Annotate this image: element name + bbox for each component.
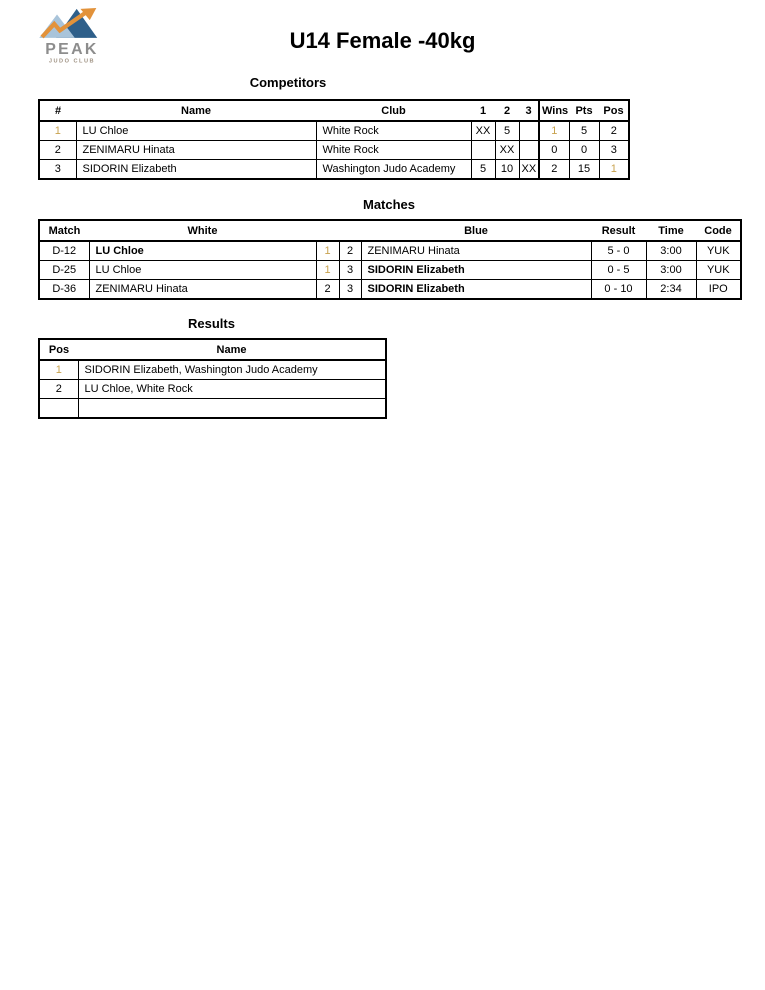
pts-cell: 0 xyxy=(569,141,599,160)
round-3-cell xyxy=(519,121,539,141)
page-title: U14 Female -40kg xyxy=(289,28,476,53)
pos-cell: 2 xyxy=(599,121,629,141)
result-pos-cell: 2 xyxy=(39,380,78,399)
competitor-name-cell: LU Chloe xyxy=(76,121,316,141)
column-header-code: Code xyxy=(696,220,741,241)
white-number-cell: 2 xyxy=(316,280,339,300)
wins-cell: 1 xyxy=(539,121,569,141)
pos-cell: 3 xyxy=(599,141,629,160)
result-cell: 0 - 5 xyxy=(591,261,646,280)
matches-header-row xyxy=(39,220,741,241)
column-header-white: White xyxy=(89,220,316,241)
table-row xyxy=(39,141,629,160)
column-header-name: Name xyxy=(76,100,316,121)
table-row xyxy=(39,121,629,141)
blue-number-cell: 3 xyxy=(339,280,361,300)
pts-cell: 5 xyxy=(569,121,599,141)
competitor-number-cell: 3 xyxy=(39,160,76,180)
logo-peak-text: PEAK xyxy=(45,40,99,58)
result-name-cell: SIDORIN Elizabeth, Washington Judo Academy xyxy=(78,360,386,380)
table-row xyxy=(39,280,741,300)
column-header-club: Club xyxy=(316,100,471,121)
pos-cell: 1 xyxy=(599,160,629,180)
competitors-section-title: Competitors xyxy=(249,75,327,90)
time-cell: 3:00 xyxy=(646,241,696,261)
code-cell: YUK xyxy=(696,241,741,261)
time-cell: 2:34 xyxy=(646,280,696,300)
white-number-cell: 1 xyxy=(316,241,339,261)
competitors-table xyxy=(38,99,630,180)
column-header-result: Result xyxy=(591,220,646,241)
table-row xyxy=(39,241,741,261)
column-header-pts: Pts xyxy=(569,100,599,121)
blue-name-cell: SIDORIN Elizabeth xyxy=(361,261,591,280)
code-cell: IPO xyxy=(696,280,741,300)
logo-judo-club-text: JUDO CLUB xyxy=(48,58,96,65)
competitor-name-cell: SIDORIN Elizabeth xyxy=(76,160,316,180)
result-cell: 5 - 0 xyxy=(591,241,646,261)
result-name-cell: LU Chloe, White Rock xyxy=(78,380,386,399)
column-header-time: Time xyxy=(646,220,696,241)
result-name-cell xyxy=(78,399,386,419)
competitor-club-cell: White Rock xyxy=(316,121,471,141)
competitor-club-cell: White Rock xyxy=(316,141,471,160)
column-header-name: Name xyxy=(78,339,386,360)
matches-section-title: Matches xyxy=(362,197,416,212)
code-cell: YUK xyxy=(696,261,741,280)
results-table xyxy=(38,338,387,419)
match-code-cell: D-12 xyxy=(39,241,89,261)
results-header-row xyxy=(39,339,386,360)
white-name-cell: LU Chloe xyxy=(89,261,316,280)
column-header-spacer xyxy=(316,220,339,241)
result-pos-cell xyxy=(39,399,78,419)
column-header-pos: Pos xyxy=(599,100,629,121)
blue-number-cell: 2 xyxy=(339,241,361,261)
round-1-cell xyxy=(471,141,495,160)
result-cell: 0 - 10 xyxy=(591,280,646,300)
column-header-round1: 1 xyxy=(471,100,495,121)
table-row xyxy=(39,360,386,380)
column-header-num: # xyxy=(39,100,76,121)
white-name-cell: ZENIMARU Hinata xyxy=(89,280,316,300)
wins-cell: 0 xyxy=(539,141,569,160)
white-name-cell: LU Chloe xyxy=(89,241,316,261)
column-header-round3: 3 xyxy=(519,100,539,121)
blue-number-cell: 3 xyxy=(339,261,361,280)
white-number-cell: 1 xyxy=(316,261,339,280)
column-header-match: Match xyxy=(39,220,89,241)
competitor-number-cell: 1 xyxy=(39,121,76,141)
wins-cell: 2 xyxy=(539,160,569,180)
competitor-name-cell: ZENIMARU Hinata xyxy=(76,141,316,160)
column-header-round2: 2 xyxy=(495,100,519,121)
match-code-cell: D-25 xyxy=(39,261,89,280)
time-cell: 3:00 xyxy=(646,261,696,280)
pts-cell: 15 xyxy=(569,160,599,180)
round-1-cell: 5 xyxy=(471,160,495,180)
column-header-wins: Wins xyxy=(539,100,569,121)
table-row xyxy=(39,261,741,280)
column-header-spacer xyxy=(339,220,361,241)
column-header-pos: Pos xyxy=(39,339,78,360)
table-row xyxy=(39,380,386,399)
round-3-cell xyxy=(519,141,539,160)
competitors-header-row xyxy=(39,100,629,121)
round-2-cell: XX xyxy=(495,141,519,160)
table-row xyxy=(39,160,629,180)
matches-table xyxy=(38,219,742,300)
blue-name-cell: SIDORIN Elizabeth xyxy=(361,280,591,300)
blue-name-cell: ZENIMARU Hinata xyxy=(361,241,591,261)
round-3-cell: XX xyxy=(519,160,539,180)
round-1-cell: XX xyxy=(471,121,495,141)
competitor-number-cell: 2 xyxy=(39,141,76,160)
result-pos-cell: 1 xyxy=(39,360,78,380)
column-header-blue: Blue xyxy=(361,220,591,241)
match-code-cell: D-36 xyxy=(39,280,89,300)
round-2-cell: 10 xyxy=(495,160,519,180)
round-2-cell: 5 xyxy=(495,121,519,141)
competitor-club-cell: Washington Judo Academy xyxy=(316,160,471,180)
table-row xyxy=(39,399,386,419)
results-section-title: Results xyxy=(188,316,235,331)
